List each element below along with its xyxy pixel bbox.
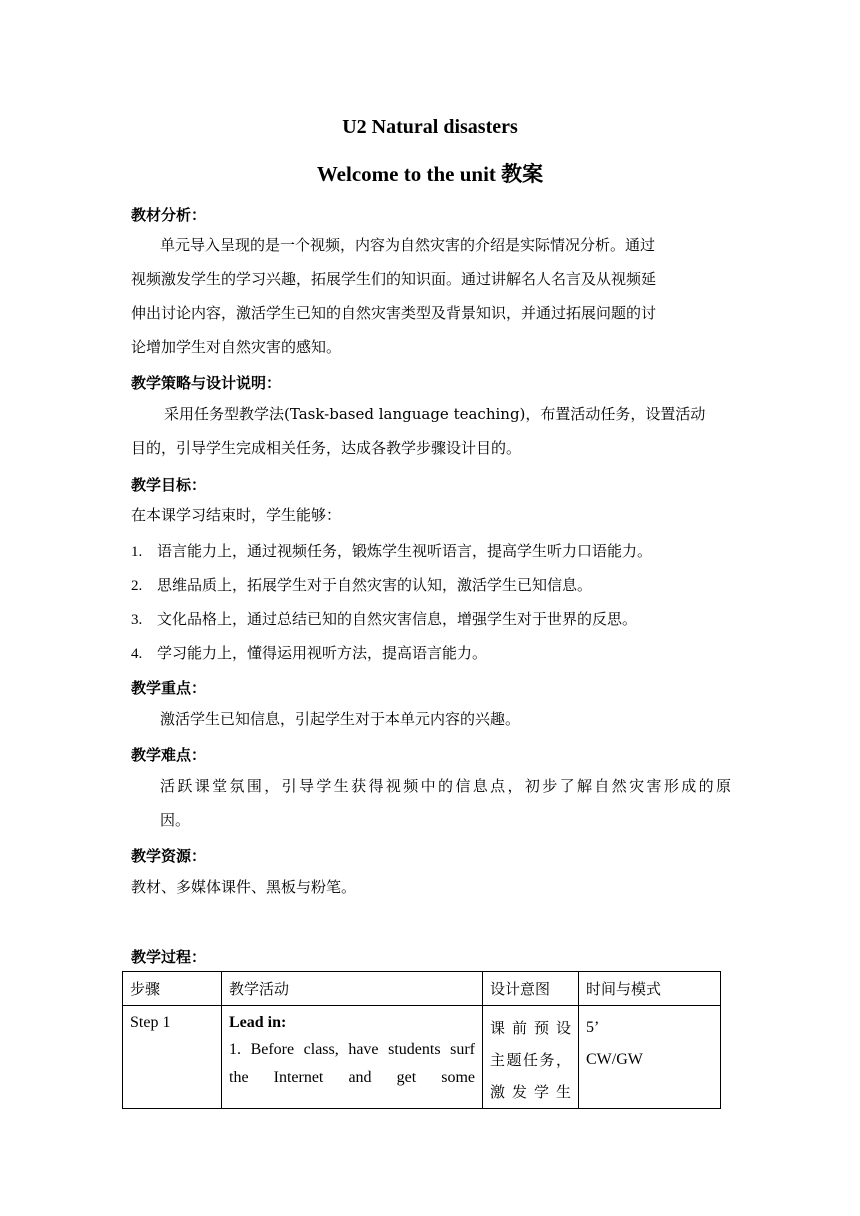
strategy-line-1: 采用任务型教学法(Task-based language teaching)，布置活动任务，设置活动 — [164, 405, 706, 423]
intent-line: 主题任务， — [490, 1051, 571, 1069]
objective-text: 学习能力上，懂得运用视听方法，提高语言能力。 — [157, 644, 488, 662]
difficulties-line-2: 因。 — [160, 811, 191, 829]
header-step: 步骤 — [123, 972, 222, 1006]
process-table — [122, 971, 721, 1109]
process-heading: 教学过程： — [131, 948, 207, 966]
activity-line: 1. Before class, have students surf — [229, 1041, 475, 1058]
intent-line: 激发学生 — [490, 1083, 571, 1101]
objective-number: 1. — [131, 544, 143, 560]
objective-number: 3. — [131, 612, 143, 628]
objective-item-1 — [131, 540, 652, 561]
time-value: 5’ — [586, 1019, 600, 1036]
analysis-line-2: 视频激发学生的学习兴趣，拓展学生们的知识面。通过讲解名人名言及从视频延 — [131, 270, 657, 288]
activity-line: the Internet and get some — [229, 1069, 475, 1086]
analysis-line-4: 论增加学生对自然灾害的感知。 — [131, 338, 342, 356]
header-intent: 设计意图 — [483, 972, 579, 1006]
cell-intent — [483, 1006, 579, 1109]
objective-text: 语言能力上，通过视频任务，锻炼学生视听语言，提高学生听力口语能力。 — [157, 542, 653, 560]
objective-number: 4. — [131, 646, 143, 662]
mode-value: CW/GW — [586, 1051, 643, 1068]
analysis-line-1: 单元导入呈现的是一个视频，内容为自然灾害的介绍是实际情况分析。通过 — [160, 236, 656, 254]
objective-item-3 — [131, 608, 637, 629]
analysis-heading: 教材分析： — [131, 206, 207, 224]
objectives-heading: 教学目标： — [131, 476, 207, 494]
resources-heading: 教学资源： — [131, 847, 207, 865]
resources-text: 教材、多媒体课件、黑板与粉笔。 — [131, 878, 357, 896]
objectives-intro: 在本课学习结束时，学生能够： — [131, 506, 342, 524]
header-time-mode: 时间与模式 — [579, 972, 721, 1006]
document-title: U2 Natural disasters — [342, 116, 518, 138]
objective-text: 文化品格上，通过总结已知的自然灾害信息，增强学生对于世界的反思。 — [157, 610, 638, 628]
cell-activity — [222, 1006, 483, 1109]
table-row — [123, 1006, 721, 1109]
cell-step: Step 1 — [123, 1006, 222, 1109]
objective-item-4 — [131, 642, 487, 663]
table-header-row — [123, 972, 721, 1006]
intent-line: 课前预设 — [490, 1019, 571, 1037]
objective-number: 2. — [131, 578, 143, 594]
header-activity: 教学活动 — [222, 972, 483, 1006]
objective-item-2 — [131, 574, 592, 595]
key-points-text: 激活学生已知信息，引起学生对于本单元内容的兴趣。 — [160, 710, 521, 728]
strategy-heading: 教学策略与设计说明： — [131, 374, 282, 392]
document-subtitle: Welcome to the unit 教案 — [316, 162, 544, 186]
difficulties-heading: 教学难点： — [131, 746, 207, 764]
key-points-heading: 教学重点： — [131, 679, 207, 697]
strategy-line-2: 目的，引导学生完成相关任务，达成各教学步骤设计目的。 — [131, 439, 522, 457]
cell-time-mode — [579, 1006, 721, 1109]
objective-text: 思维品质上，拓展学生对于自然灾害的认知，激活学生已知信息。 — [157, 576, 593, 594]
difficulties-line-1: 活跃课堂氛围，引导学生获得视频中的信息点，初步了解自然灾害形成的原 — [160, 777, 731, 795]
analysis-line-3: 伸出讨论内容，激活学生已知的自然灾害类型及背景知识，并通过拓展问题的讨 — [131, 304, 657, 322]
activity-title: Lead in: — [229, 1014, 287, 1031]
